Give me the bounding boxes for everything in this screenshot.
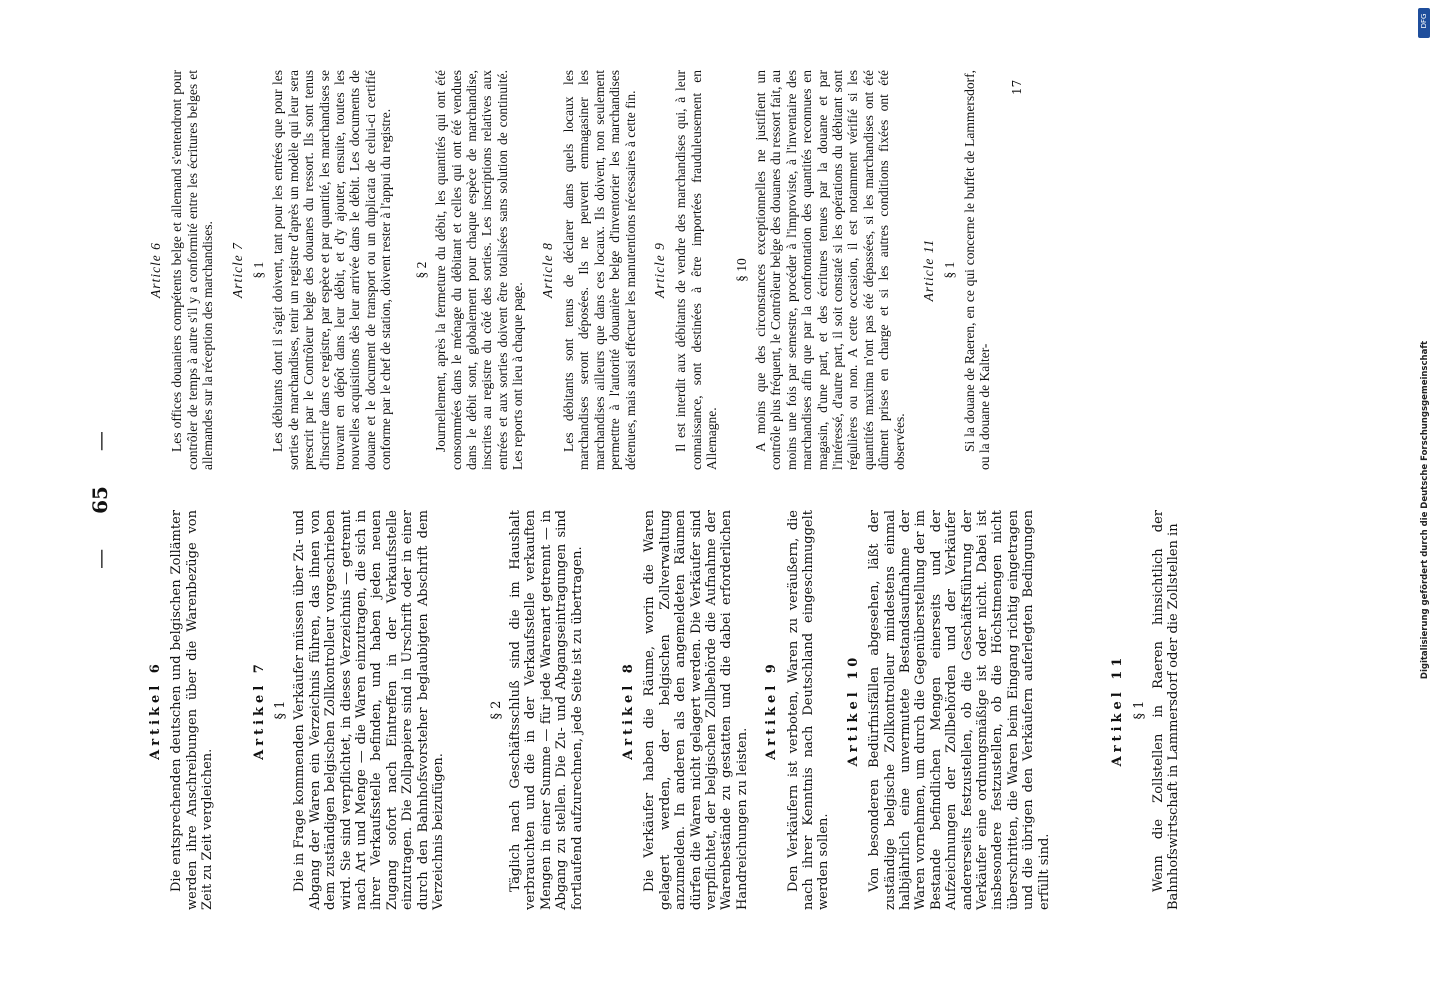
de-article-11-par-1-text: Wenn die Zollstellen in Raeren hinsichtlich der Bahnhofswirtschaft in Lammersdorf oder die Zollstellen in — [1150, 510, 1182, 910]
fr-article-8-text: Les débitants sont tenus de déclarer dans quels locaux les marchandises seront déposées. Ils ne peuvent emmagasiner les marchandises ailleurs que dans ces locaux. Ils doivent, non seulement permettre à l'autorité douanière belge d'inventorier les marchandises détenues, mais aussi effectuer les manutentions nécessaires à cette fin. — [560, 70, 638, 470]
fr-article-11-title: Article 11 — [921, 238, 937, 302]
fr-article-7-par-1-text: Les débitants dont il s'agit doivent, tant pour les entrées que pour les sorties de marchandises, tenir un registre d'après un modèle qui leur sera prescrit par le Contrôleur belge des douanes du ressort. Ils sont tenus d'inscrire dans ce registre, par espèce et par quantité, les marchandises se trouvant en dépôt dans leur débit, et d'y ajouter, ensuite, toutes les nouvelles acquisitions dès leur arrivée dans le débit. Les documents de douane et le document de transport ou un duplicata de celui-ci certifié conforme par le chef de station, doivent rester à l'appui du registre. — [270, 70, 394, 470]
fr-article-11-par-1: § 1 — [942, 261, 958, 279]
fr-article-9-text: Il est interdit aux débitants de vendre des marchandises qui, à leur connaissance, sont destinées à être importées frauduleusement en Allemagne. — [673, 70, 720, 470]
fr-article-6-text: Les offices douaniers compétents belge et allemand s'entendront pour contrôler de temps à autre s'il y a conformité entre les écritures belges et allemandes sur la réception des marchandises. — [169, 70, 216, 470]
de-article-9-title: Artikel 9 — [764, 660, 780, 760]
fr-article-11-par-1-text: Si la douane de Raeren, en ce qui concerne le buffet de Lammersdorf, ou la douane de Kalter- — [961, 70, 993, 470]
fr-article-11 — [921, 70, 993, 470]
de-article-10-text: Von besonderen Bedürfnisfällen abgesehen, läßt der zuständige belgische Zollkontrolleur mindestens einmal halbjährlich eine unvermutete Bestandsaufnahme der Waren vornehmen, um durch die Gegenüberstellung der im Bestande befindlichen Mengen einerseits und der Aufzeichnungen der Zollbehörden und der Verkäufer andererseits festzustellen, ob die Geschäftsführung der Verkäufer eine ordnungsmäßige ist oder nicht. Dabei ist insbesondere festzustellen, ob die Höchstmengen nicht überschritten, die Waren beim Eingang richtig eingetragen und die übrigen den Verkäufern auferlegten Bedingungen erfüllt sind. — [867, 510, 1052, 910]
fr-article-8 — [540, 70, 638, 470]
de-article-6-text: Die entsprechenden deutschen und belgischen Zollämter werden ihre Anschreibungen über die Warenbezüge von Zeit zu Zeit vergleichen. — [169, 510, 216, 910]
de-article-11 — [1110, 510, 1182, 910]
digitization-sidebar — [1416, 0, 1434, 1000]
de-article-7 — [252, 510, 585, 910]
header-dash-right: — — [88, 431, 112, 452]
dfg-credit-text: Digitalisierung gefördert durch die Deutsche Forschungsgemeinschaft — [1420, 340, 1430, 680]
fr-article-9-title: Article 9 — [651, 242, 667, 298]
dfg-logo-text: DFG — [1420, 13, 1428, 29]
fr-article-9 — [652, 70, 720, 470]
fr-article-7 — [230, 70, 526, 470]
fr-article-8-title: Article 8 — [539, 242, 555, 298]
de-article-10 — [846, 510, 1052, 910]
fr-article-10-title: § 10 — [733, 258, 749, 282]
fr-article-7-title: Article 7 — [229, 242, 245, 298]
page-header — [88, 0, 128, 1000]
fr-article-7-par-2-text: Journellement, après la fermeture du débit, les quantités qui ont été consommées dans le ménage du débitant et celles qui ont été vendues dans le débit sont, globalement pour chaque espèce de marchandise, inscrites au registre du côté des sorties. Les inscriptions relatives aux entrées et aux sorties doivent être totalisées sans solution de continuité. Les reports ont lieu à chaque page. — [433, 70, 526, 470]
footer-page-number: 17 — [1010, 79, 1024, 95]
de-article-9-text: Den Verkäufern ist verboten, Waren zu veräußern, die nach ihrer Kenntnis nach Deutschland eingeschmuggelt werden sollen. — [785, 510, 832, 910]
german-column — [140, 510, 1196, 910]
de-article-7-par-1-text: Die in Frage kommenden Verkäufer müssen über Zu- und Abgang der Waren ein Verzeichnis führen, das ihnen von dem zuständigen belgischen Zollkontrolleur vorgeschrieben wird. Sie sind verpflichtet, in dieses Verzeichnis — getrennt nach Art und Menge — die Waren einzutragen, die sich in ihrer Verkaufsstelle befinden, und haben jeden neuen Zugang sofort nach Eintreffen in der Verkaufsstelle einzutragen. Die Zollpapiere sind in Urschrift oder in einer durch den Bahnhofsvorsteher beglaubigten Abschrift dem Verzeichnis beizufügen. — [292, 510, 447, 910]
de-article-11-title: Artikel 11 — [1110, 653, 1126, 767]
de-article-11-par-1: § 1 — [1131, 700, 1147, 720]
de-article-7-par-2-text: Täglich nach Geschäftsschluß sind die im Haushalt verbrauchten und die in der Verkaufsstelle verkauften Mengen in einer Summe — für jede Warenart getrennt — in Abgang zu stellen. Die Zu- und Abgangseintragungen sind fortlaufend aufzurechnen, jede Seite ist zu übertragen. — [507, 510, 585, 910]
page-number: 65 — [88, 486, 112, 514]
de-article-6 — [148, 510, 216, 910]
fr-article-10 — [734, 70, 907, 470]
fr-article-7-par-2: § 2 — [413, 261, 429, 279]
de-article-7-par-1: § 1 — [273, 700, 289, 720]
de-article-10-title: Artikel 10 — [845, 653, 861, 767]
dfg-logo — [1418, 8, 1430, 38]
header-dash-left: — — [88, 548, 112, 569]
de-article-8 — [621, 510, 750, 910]
fr-article-10-text: A moins que des circonstances exceptionnelles ne justifient un contrôle plus fréquent, le Contrôleur belge des douanes du ressort fait, au moins une fois par semestre, procéder à l'improviste, à l'inventaire des marchandises afin que par la confrontation des quantités reconnues en magasin, d'une part, et des écritures tenues par la douane et par l'intéressé, d'autre part, il soit constaté si les opérations du débitant sont régulières ou non. A cette occasion, il est notamment vérifié si les quantités maxima n'ont pas été dépassées, si les marchandises ont été dûment prises en charge et si les autres conditions fixées ont été observées. — [753, 70, 907, 470]
de-article-9 — [764, 510, 832, 910]
fr-article-6 — [148, 70, 216, 470]
de-article-7-par-2: § 2 — [488, 700, 504, 720]
de-article-7-title: Artikel 7 — [251, 660, 267, 760]
fr-article-6-title: Article 6 — [148, 242, 163, 298]
french-column — [140, 70, 1007, 470]
de-article-8-title: Artikel 8 — [620, 660, 636, 760]
fr-article-7-par-1: § 1 — [251, 261, 267, 279]
de-article-8-text: Die Verkäufer haben die Räume, worin die Waren gelagert werden, der belgischen Zollverwaltung anzumelden. In anderen als den angemeldeten Räumen dürfen die Waren nicht gelagert werden. Die Verkäufer sind verpflichtet, der belgischen Zollbehörde die Aufnahme der Warenbestände zu gestatten und die dabei erforderlichen Handreichungen zu leisten. — [642, 510, 750, 910]
de-article-6-title: Artikel 6 — [148, 660, 163, 760]
